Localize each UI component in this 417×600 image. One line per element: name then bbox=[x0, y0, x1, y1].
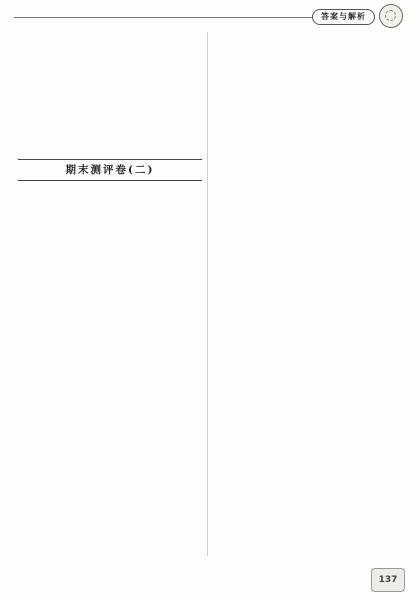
answer-paragraph bbox=[18, 32, 202, 41]
header-ornament-icon bbox=[379, 4, 403, 28]
answer-paragraph bbox=[18, 87, 202, 96]
answer-paragraph bbox=[18, 54, 202, 63]
section-title: 期末测评卷(二) bbox=[18, 159, 202, 181]
answer-paragraph bbox=[18, 65, 202, 74]
answer-paragraph bbox=[214, 65, 400, 74]
answer-paragraph bbox=[18, 43, 202, 52]
right-column bbox=[214, 32, 400, 560]
answer-paragraph bbox=[214, 87, 400, 96]
answer-paragraph bbox=[214, 32, 400, 41]
answer-paragraph bbox=[214, 120, 400, 129]
page-header bbox=[14, 6, 403, 28]
answer-paragraph bbox=[214, 54, 400, 63]
left-paragraphs-before-section bbox=[18, 32, 202, 151]
answer-paragraph bbox=[18, 120, 202, 129]
answer-paragraph bbox=[18, 98, 202, 107]
column-divider bbox=[207, 32, 208, 556]
answer-paragraph bbox=[18, 131, 202, 140]
answer-paragraph bbox=[18, 142, 202, 151]
answer-paragraph bbox=[214, 109, 400, 118]
answer-paragraph bbox=[214, 98, 400, 107]
left-paragraphs-after-section bbox=[18, 187, 202, 196]
left-column bbox=[18, 32, 202, 560]
answer-paragraph bbox=[214, 76, 400, 85]
right-paragraphs bbox=[214, 32, 400, 129]
answer-paragraph bbox=[18, 109, 202, 118]
answer-paragraph bbox=[18, 187, 202, 196]
answer-paragraph bbox=[214, 43, 400, 52]
answer-paragraph bbox=[18, 76, 202, 85]
page-number: 137 bbox=[371, 568, 405, 592]
header-badge: 答案与解析 bbox=[312, 9, 375, 25]
